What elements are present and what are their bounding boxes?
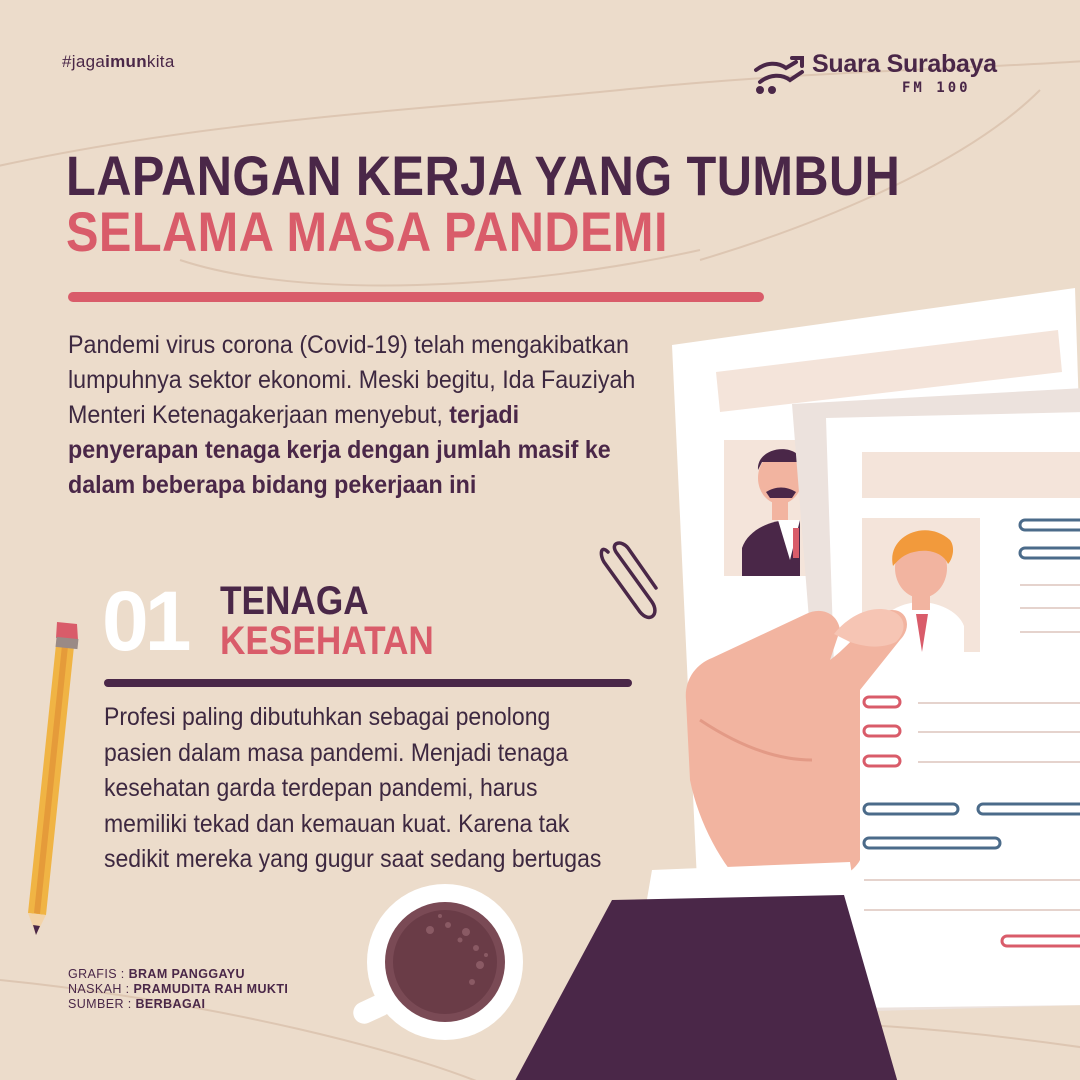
page-title xyxy=(66,146,1026,262)
section-divider xyxy=(104,679,632,687)
title-line-2: SELAMA MASA PANDEMI xyxy=(66,200,668,263)
intro-paragraph xyxy=(68,328,645,503)
credits xyxy=(68,967,288,1012)
section-number: 01 xyxy=(102,574,188,668)
section-heading xyxy=(102,574,642,670)
section-title-line-1: TENAGA xyxy=(220,579,369,623)
hashtag: #jagaimunkita xyxy=(62,52,175,71)
logo-subtitle: FM 100 xyxy=(902,80,971,96)
title-line-1: LAPANGAN KERJA YANG TUMBUH xyxy=(66,144,901,207)
logo-mark-icon xyxy=(752,52,808,96)
credit-grafis: GRAFIS : BRAM PANGGAYU xyxy=(68,967,245,981)
title-divider xyxy=(68,292,764,302)
credit-naskah: NASKAH : PRAMUDITA RAH MUKTI xyxy=(68,982,289,996)
section-title-line-2: KESEHATAN xyxy=(220,619,434,663)
logo-name: Suara Surabaya xyxy=(812,50,997,78)
coffee-cup-icon xyxy=(350,884,523,1040)
intro-normal-text: Pandemi virus corona (Covid-19) telah mengakibatkan lumpuhnya sektor ekonomi. Meski begitu, Ida Fauziyah Menteri Ketenagakerjaan menyebut, xyxy=(68,331,636,429)
intro-bold-text: terjadi penyerapan tenaga kerja dengan jumlah masif ke dalam beberapa bidang pekerjaan ini xyxy=(68,401,611,499)
suara-surabaya-logo xyxy=(752,50,1032,100)
pencil-icon xyxy=(28,622,78,935)
section-body: Profesi paling dibutuhkan sebagai penolong pasien dalam masa pandemi. Menjadi tenaga kesehatan garda terdepan pandemi, harus memiliki tekad dan kemauan kuat. Karena tak sedikit mereka yang gugur saat sedang bertugas xyxy=(104,703,602,873)
credit-sumber: SUMBER : BERBAGAI xyxy=(68,997,206,1011)
